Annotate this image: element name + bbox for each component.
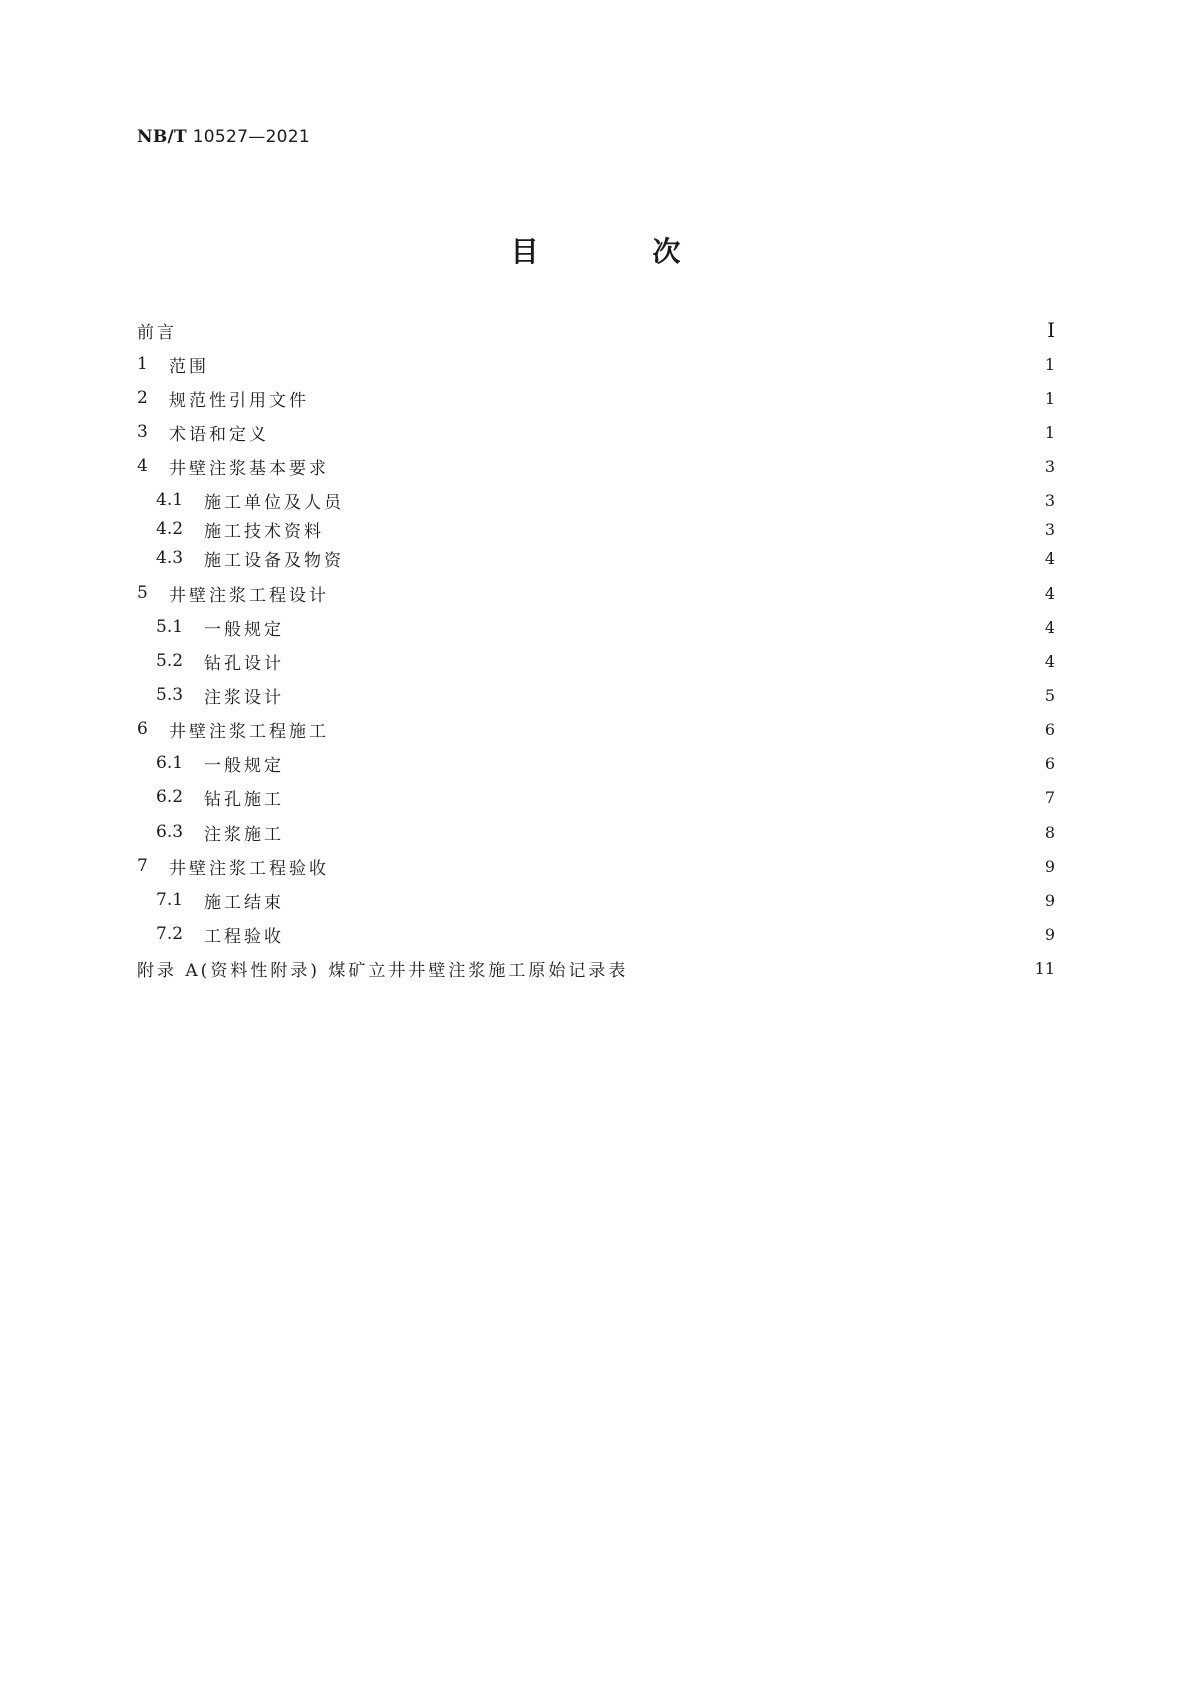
dot-leader [356,546,1033,570]
toc-entry-title: 注浆施工 [204,824,284,845]
toc-entry-title: 一般规定 [204,619,284,640]
toc-entry-title: 注浆设计 [204,687,284,708]
toc-entry[interactable] [137,751,1055,775]
toc-entry-title: 井壁注浆基本要求 [169,458,329,479]
toc-entry-title: 钻孔设计 [204,653,284,674]
toc-entry-page: 4 [1044,651,1055,671]
toc-entry[interactable] [137,956,1055,980]
toc-entry-page: 9 [1044,924,1055,944]
toc-entry-title: 附录 A(资料性附录) 煤矿立井井壁注浆施工原始记录表 [137,960,629,981]
document-code [137,127,310,147]
toc-entry-number: 5.1 [156,617,184,637]
toc-entry-number: 7 [137,856,148,876]
toc-entry-title: 施工结束 [204,892,284,913]
dot-leader [341,717,1033,741]
toc-entry-title: 施工设备及物资 [204,550,344,571]
toc-entry-number: 6.1 [156,753,184,773]
toc-entry[interactable] [137,454,1055,478]
toc-entry-number: 3 [137,422,148,442]
toc-entry[interactable] [137,785,1055,809]
toc-entry[interactable] [137,420,1055,444]
toc-entry-title: 前言 [137,322,177,343]
dot-leader [296,615,1033,639]
toc-entry-number: 4.1 [156,490,184,510]
toc-entry-page: 9 [1044,856,1055,876]
toc-entry-number: 7.2 [156,924,184,944]
toc-entry[interactable] [137,888,1055,912]
toc-entry-title: 井壁注浆工程设计 [169,585,329,606]
toc-entry[interactable] [137,352,1055,376]
toc-entry[interactable] [137,649,1055,673]
toc-entry-page: 1 [1044,388,1055,408]
toc-entry[interactable] [137,581,1055,605]
standard-prefix: NB/T [137,127,187,147]
toc-entry-title: 井壁注浆工程验收 [169,858,329,879]
toc-entry[interactable] [137,386,1055,410]
toc-entry-page: I [1047,318,1055,342]
dot-leader [296,683,1033,707]
toc-entry-title: 一般规定 [204,755,284,776]
toc-entry[interactable] [137,854,1055,878]
toc-entry-number: 1 [137,354,148,374]
dot-leader [296,922,1033,946]
toc-entry[interactable] [137,517,1055,541]
toc-entry-title: 范围 [169,356,209,377]
dot-leader [296,820,1033,844]
dot-leader [341,454,1033,478]
dot-leader [336,517,1033,541]
dot-leader [221,352,1033,376]
dot-leader [341,854,1033,878]
toc-entry-number: 4 [137,456,148,476]
standard-number: 10527—2021 [192,127,311,147]
toc-entry-page: 4 [1044,617,1055,637]
dot-leader [296,649,1033,673]
toc-entry-page: 4 [1044,583,1055,603]
toc-entry-number: 4.2 [156,519,184,539]
toc-entry-number: 6.2 [156,787,184,807]
toc-entry-page: 11 [1034,958,1055,978]
toc-entry[interactable] [137,488,1055,512]
toc-entry-number: 5.2 [156,651,184,671]
toc-entry-page: 4 [1044,548,1055,568]
toc-entry[interactable] [137,615,1055,639]
toc-entry[interactable] [137,922,1055,946]
toc-entry[interactable] [137,546,1055,570]
dot-leader [640,956,1022,980]
toc-entry[interactable] [137,318,1055,342]
dot-leader [296,751,1033,775]
toc-entry-number: 2 [137,388,148,408]
toc-entry-title: 施工单位及人员 [204,492,344,513]
toc-entry-page: 6 [1044,719,1055,739]
toc-entry-page: 1 [1044,422,1055,442]
toc-entry-number: 6 [137,719,148,739]
toc-entry-page: 9 [1044,890,1055,910]
toc-entry-title: 规范性引用文件 [169,390,309,411]
toc-entry-page: 8 [1044,822,1055,842]
dot-leader [189,318,1033,342]
dot-leader [356,488,1033,512]
toc-title: 目 次 [510,235,733,268]
toc-entry[interactable] [137,717,1055,741]
dot-leader [296,888,1033,912]
toc-entry-page: 5 [1044,685,1055,705]
dot-leader [341,581,1033,605]
toc-entry-page: 3 [1044,456,1055,476]
toc-entry-title: 施工技术资料 [204,521,324,542]
toc-entry-page: 3 [1044,519,1055,539]
toc-entry[interactable] [137,820,1055,844]
toc-entry-title: 钻孔施工 [204,789,284,810]
dot-leader [296,785,1033,809]
toc-entry-page: 6 [1044,753,1055,773]
toc-entry-page: 1 [1044,354,1055,374]
toc-entry[interactable] [137,683,1055,707]
toc-entry-title: 工程验收 [204,926,284,947]
dot-leader [321,386,1033,410]
dot-leader [281,420,1033,444]
toc-entry-number: 5 [137,583,148,603]
toc-entry-number: 6.3 [156,822,184,842]
toc-entry-page: 3 [1044,490,1055,510]
toc-entry-number: 7.1 [156,890,184,910]
toc-entry-number: 5.3 [156,685,184,705]
toc-entry-number: 4.3 [156,548,184,568]
toc-entry-title: 术语和定义 [169,424,269,445]
toc-entry-title: 井壁注浆工程施工 [169,721,329,742]
toc-entry-page: 7 [1044,787,1055,807]
